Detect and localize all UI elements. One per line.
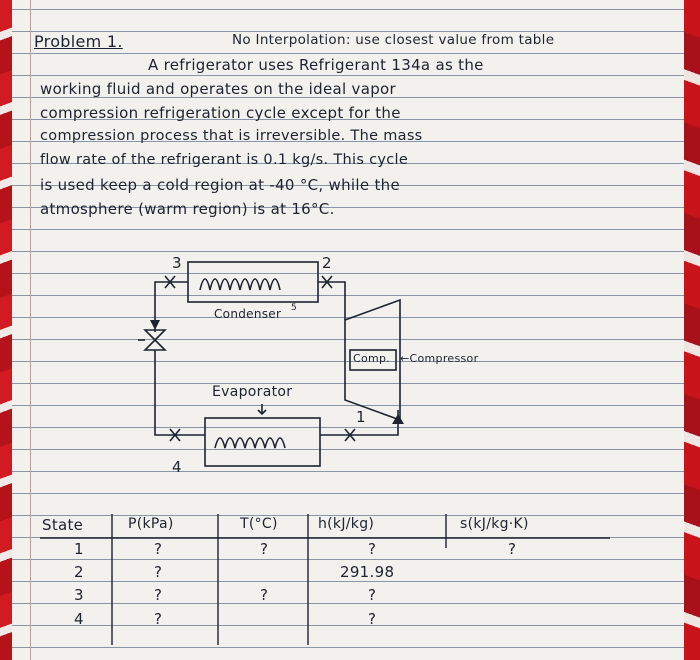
- state-label-2: 2: [322, 254, 332, 272]
- evaporator-label: Evaporator: [212, 384, 293, 400]
- table-cell-enthalpy: ?: [368, 586, 377, 604]
- table-cell-enthalpy: 291.98: [340, 563, 395, 581]
- problem-line-5: flow rate of the refrigerant is 0.1 kg/s. This cycle: [40, 152, 409, 168]
- table-cell-pressure: ?: [154, 586, 163, 604]
- problem-line-1: A refrigerator uses Refrigerant 134a as the: [148, 56, 484, 74]
- table-cell-enthalpy: ?: [368, 540, 377, 558]
- state-label-4: 4: [172, 458, 182, 476]
- table-cell-state: 4: [74, 610, 84, 628]
- table-header-pressure: P(kPa): [128, 516, 174, 532]
- table-header-temperature: T(°C): [240, 516, 278, 532]
- problem-line-2: working fluid and operates on the ideal vapor: [40, 80, 396, 98]
- table-cell-state: 1: [74, 540, 84, 558]
- table-cell-pressure: ?: [154, 540, 163, 558]
- problem-line-3: compression refrigeration cycle except for the: [40, 104, 401, 122]
- table-cell-state: 3: [74, 586, 84, 604]
- table-header-enthalpy: h(kJ/kg): [318, 516, 375, 532]
- compressor-note: ←Compressor: [400, 352, 479, 365]
- problem-note: No Interpolation: use closest value from table: [232, 32, 555, 48]
- problem-title: Problem 1.: [34, 32, 123, 51]
- problem-line-7: atmosphere (warm region) is at 16°C.: [40, 200, 335, 218]
- table-header-entropy: s(kJ/kg·K): [460, 516, 529, 532]
- table-cell-pressure: ?: [154, 610, 163, 628]
- table-cell-pressure: ?: [154, 563, 163, 581]
- table-cell-temperature: ?: [260, 540, 269, 558]
- table-header-state: State: [42, 516, 84, 534]
- table-cell-entropy: ?: [508, 540, 517, 558]
- state-label-1: 1: [356, 408, 366, 426]
- table-cell-temperature: ?: [260, 586, 269, 604]
- table-cell-state: 2: [74, 563, 84, 581]
- state-label-3: 3: [172, 254, 182, 272]
- condenser-mark: 5: [291, 303, 298, 313]
- condenser-label: Condenser: [214, 307, 282, 321]
- table-cell-enthalpy: ?: [368, 610, 377, 628]
- compressor-box-label: Comp.: [353, 352, 391, 365]
- problem-line-6: is used keep a cold region at -40 °C, while the: [40, 176, 400, 194]
- problem-line-4: compression process that is irreversible. The mass: [40, 128, 423, 144]
